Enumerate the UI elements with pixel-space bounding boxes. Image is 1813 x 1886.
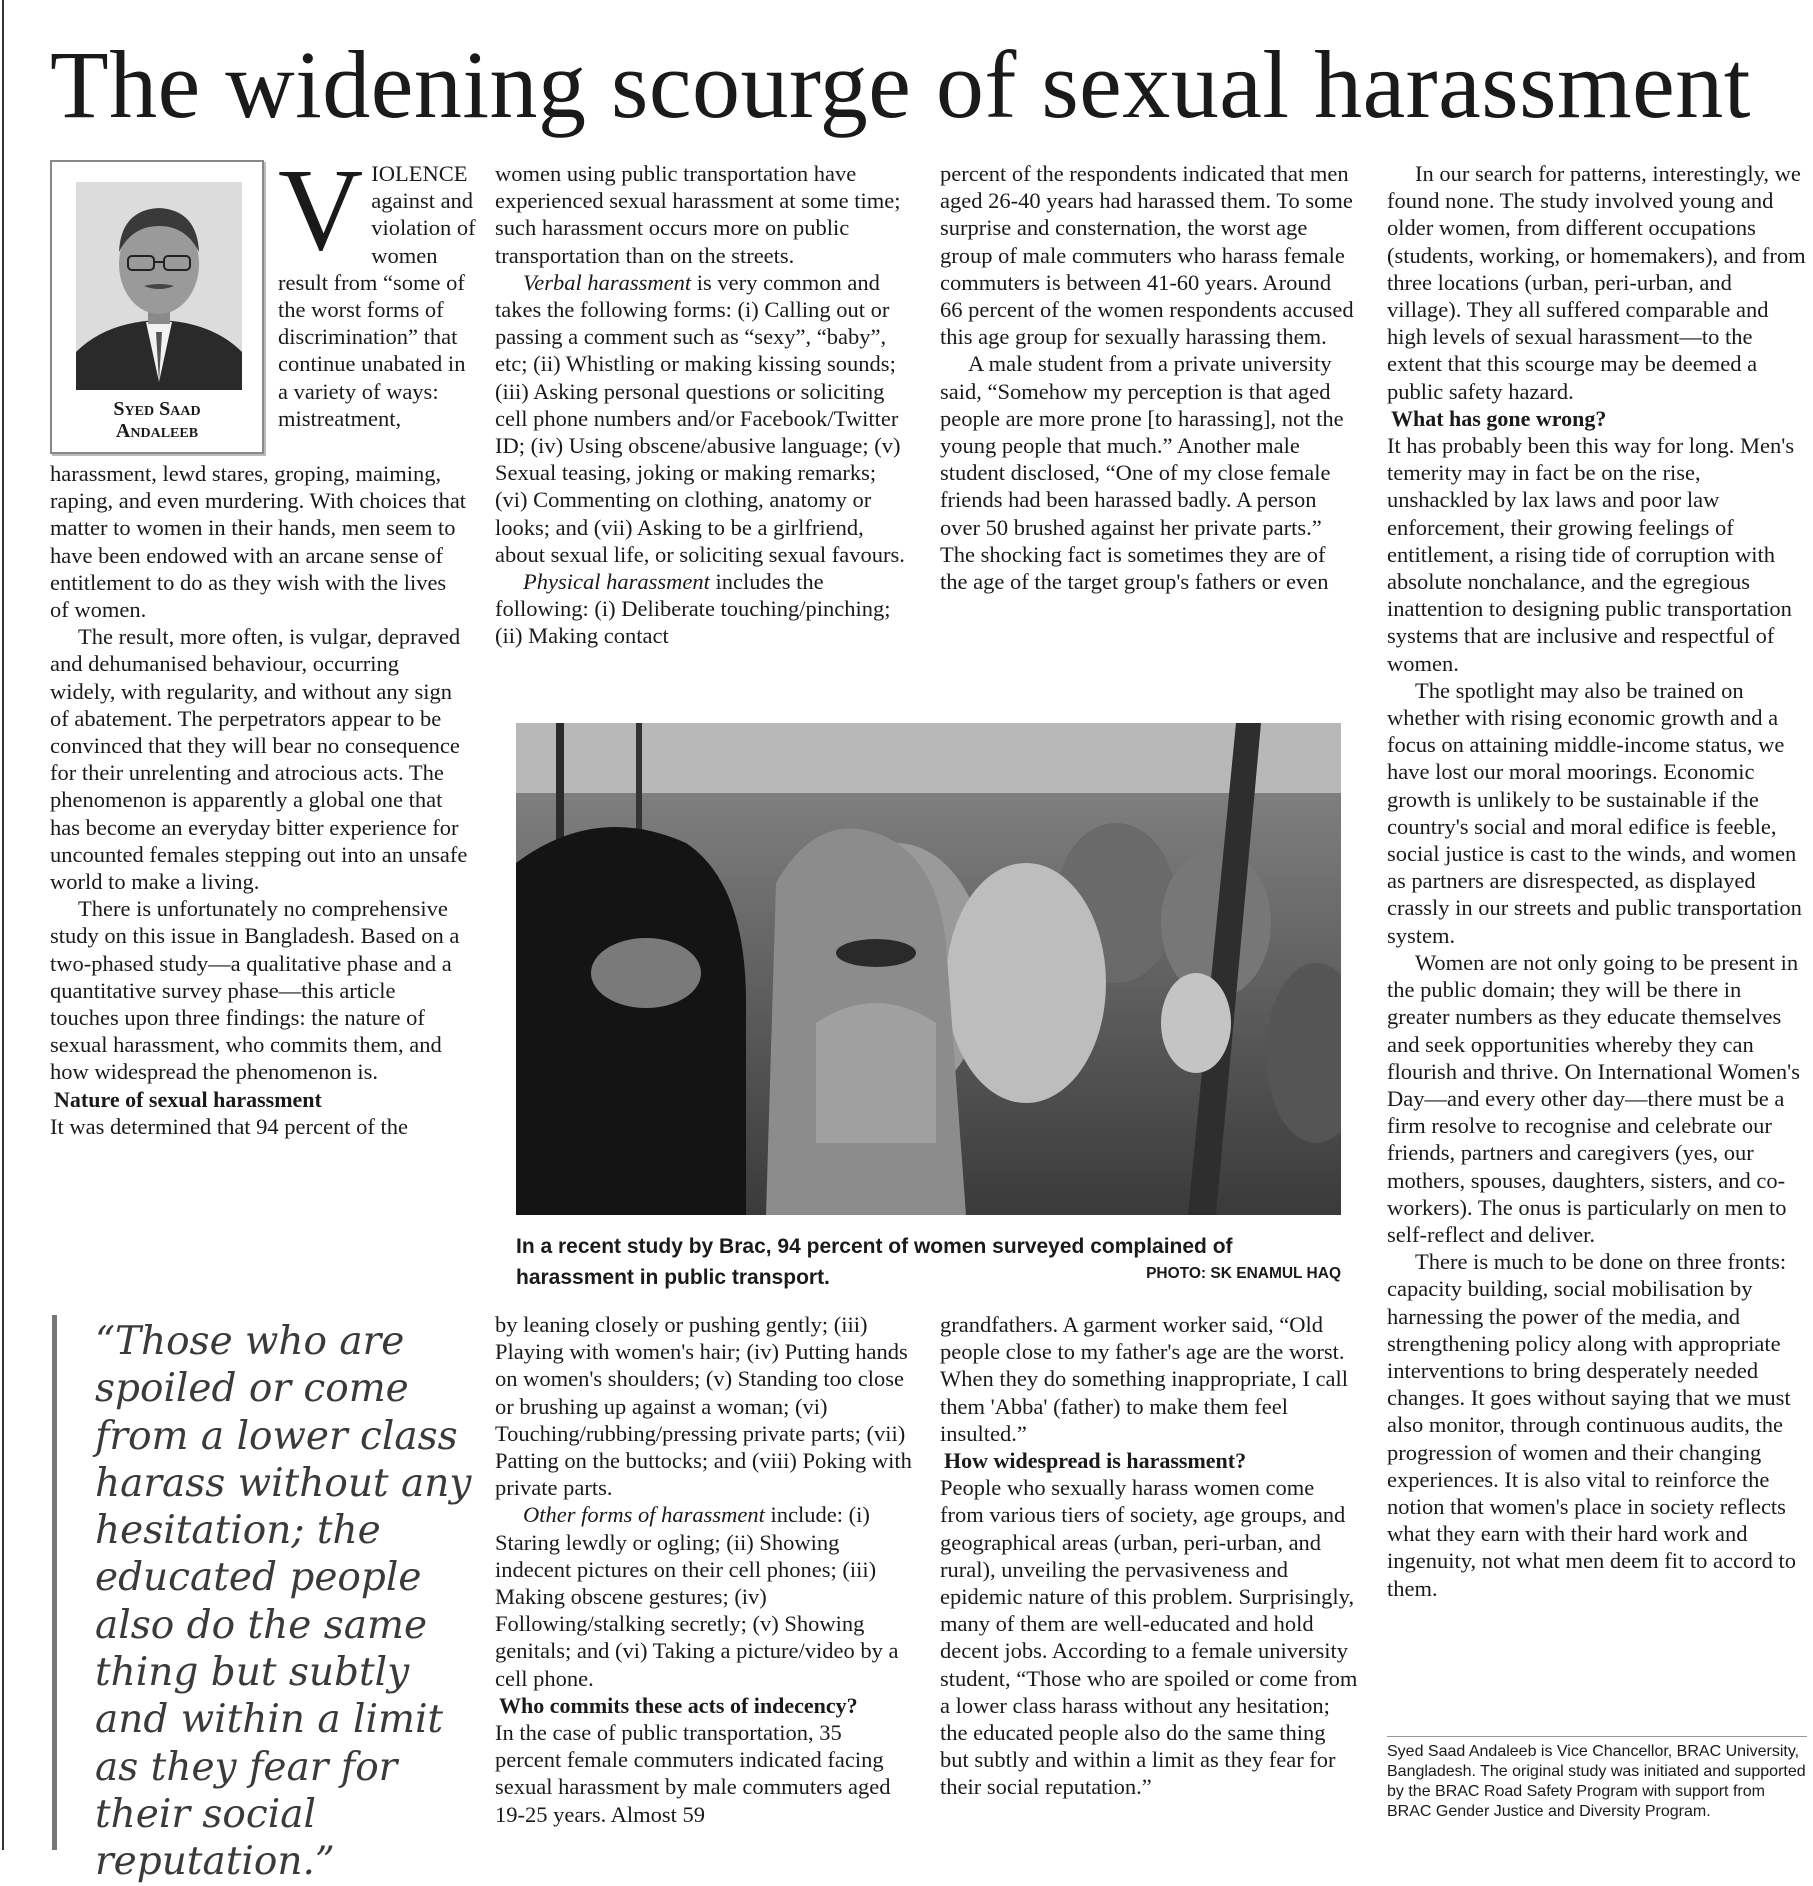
pull-quote: “Those who are spoiled or come from a lower class harass without any hesitation; the educated people also do the same thing but subtly and within a limit as they fear for their social reputation.” [95, 1319, 472, 1885]
paragraph: The spotlight may also be trained on whether with rising economic growth and a focus on attaining middle-income status, we have lost our moral moorings. Economic growth is unlikely to be sustainable if the country's social and moral edifice is feeble, social justice is cast to the winds, and women as partners are disrespected, as displayed crassly in our streets and public transportation system. [1387, 677, 1802, 948]
subheading: Who commits these acts of indecency? [499, 1692, 858, 1718]
paragraph: People who sexually harass women come from various tiers of society, age groups, and geographical areas (urban, peri-urban, and rural), unveiling the pervasiveness and epidemic nature of this problem. Surprisingly, many of them are well-educated and hold decent jobs. According to a female university student, “Those who are spoiled or come from a lower class harass without any hesitation; the educated people also do the same thing but subtly and within a limit as they fear for their social reputation.” [940, 1475, 1358, 1800]
column-3-top [940, 160, 1358, 700]
paragraph [495, 568, 913, 650]
column-2-bottom [495, 1311, 913, 1851]
page-left-rule [2, 0, 4, 1850]
paragraph-text: include: (i) Staring lewdly or ogling; (ii) Showing indecent pictures on their cell phones; (iii) Making obscene gestures; (iv) Following/stalking secretly; (v) Showing genitals; and (vi) Taking a picture/video by a cell phone. [495, 1502, 899, 1691]
author-name-line1: Syed Saad [113, 398, 201, 420]
news-photo [516, 723, 1341, 1215]
news-photo-image [516, 723, 1341, 1215]
subheading: Nature of sexual harassment [54, 1086, 322, 1112]
paragraph: harassment, lewd stares, groping, maiming, raping, and even murdering. With choices that matter to women in their hands, men seem to have been endowed with an arcane sense of entitlement to do as they wish with the lives of women. [50, 461, 467, 623]
paragraph [495, 269, 913, 568]
emphasis: Verbal harassment [523, 269, 692, 295]
author-bio: Syed Saad Andaleeb is Vice Chancellor, BRAC University, Bangladesh. The original study was initiated and supported by the BRAC Road Safety Program with support from BRAC Gender Justice and Diversity Program. [1387, 1743, 1806, 1820]
drop-cap: V [278, 160, 364, 275]
author-name [52, 398, 262, 442]
paragraph: percent of the respondents indicated that men aged 26-40 years had harassed them. To some surprise and consternation, the worst age group of male commuters who harass female commuters is between 41-60 years. Around 66 percent of the women respondents accused this age group for sexually harassing them. [940, 161, 1354, 350]
paragraph: There is much to be done on three fronts: capacity building, social mobilisation by harnessing the power of the media, and strengthening policy along with appropriate interventions to bring desperately needed changes. It goes without saying that we must also monitor, through continuous audits, the progression of women and their changing experiences. It is also vital to reinforce the notion that women's place in society reflects what they earn with their hard work and ingenuity, not what men deem fit to accord to them. [1387, 1249, 1797, 1601]
column-2-top [495, 160, 913, 700]
emphasis: Physical harassment [523, 569, 710, 595]
paragraph: It was determined that 94 percent of the [50, 1113, 408, 1139]
pull-quote-bar [52, 1315, 57, 1850]
paragraph: women using public transportation have experienced sexual harassment at some time; such harassment occurs more on public transportation than on the streets. [495, 161, 901, 268]
photo-caption: In a recent study by Brac, 94 percent of women surveyed complained of harassment in public transport. [516, 1235, 1233, 1289]
paragraph: It has probably been this way for long. Men's temerity may in fact be on the rise, unshackled by lax laws and poor law enforcement, their growing feelings of entitlement, a rising tide of corruption with absolute nonchalance, and the egregious inattention to designing public transportation systems that are inclusive and respectful of women. [1387, 433, 1795, 676]
bio-divider [1387, 1736, 1807, 1737]
photo-credit [1086, 1265, 1341, 1283]
photo-credit-label: PHOTO: [1146, 1265, 1211, 1282]
paragraph-text: includes the following: (i) Deliberate touching/pinching; (ii) Making contact [495, 569, 891, 649]
subheading: How widespread is harassment? [944, 1448, 1247, 1474]
headline: The widening scourge of sexual harassment [50, 31, 1751, 138]
column-4 [1387, 160, 1807, 1720]
column-3-bottom [940, 1311, 1358, 1851]
author-portrait-image [76, 182, 242, 390]
paragraph [495, 1501, 913, 1691]
intro-column [278, 160, 478, 432]
intro-text: IOLENCE against and violation of women result from “some of the worst forms of discrimination” that continue unabated in a variety of ways: mistreatment, [278, 161, 476, 431]
paragraph: In the case of public transportation, 35 percent female commuters indicated facing sexual harassment by male commuters aged 19-25 years. Almost 59 [495, 1720, 891, 1827]
author-name-line2: Andaleeb [115, 420, 199, 442]
paragraph: by leaning closely or pushing gently; (iii) Playing with women's hair; (iv) Putting hands on women's shoulders; (v) Standing too close or brushing up against a woman; (vi) Touching/rubbing/pressing private parts; (vii) Patting on the buttocks; and (viii) Poking with private parts. [495, 1312, 912, 1501]
emphasis: Other forms of harassment [523, 1502, 765, 1528]
byline-box [50, 160, 264, 454]
subheading: What has gone wrong? [1391, 405, 1607, 431]
paragraph: Women are not only going to be present in the public domain; they will be there in greater numbers as they educate themselves and seek opportunities whereby they can flourish and thrive. On International Women's Day—and every other day—there must be a firm resolve to recognise and celebrate our friends, partners and caregivers (yes, our mothers, spouses, daughters, sisters, and co-workers). The onus is particularly on men to self-reflect and deliver. [1387, 949, 1800, 1247]
paragraph: A male student from a private university said, “Somehow my perception is that aged people are more prone [to harassing], not the young people that much.” Another male student disclosed, “One of my close female friends had been harassed badly. A person over 50 brushed against her private parts.” The shocking fact is sometimes they are of the age of the target group's fathers or even [940, 351, 1344, 595]
author-portrait [76, 182, 242, 390]
paragraph: The result, more often, is vulgar, depraved and dehumanised behaviour, occurring widely, with regularity, and without any sign of abatement. The perpetrators appear to be convinced that they will bear no consequence for their unrelenting and atrocious acts. The phenomenon is apparently a global one that has become an everyday bitter experience for uncounted females stepping out into an unsafe world to make a living. [50, 624, 468, 895]
column-1 [50, 460, 468, 1140]
paragraph: There is unfortunately no comprehensive study on this issue in Bangladesh. Based on a two-phased study—a qualitative phase and a quantitative survey phase—this article touches upon three findings: the nature of sexual harassment, who commits them, and how widespread the phenomenon is. [50, 896, 460, 1085]
paragraph-text: is very common and takes the following forms: (i) Calling out or passing a comment such as “sexy”, “baby”, etc; (ii) Whistling or making kissing sounds; (iii) Asking personal questions or soliciting cell phone numbers and/or Facebook/Twitter ID; (iv) Using obscene/abusive language; (v) Sexual teasing, joking or making remarks; (vi) Commenting on clothing, anatomy or looks; and (vii) Asking to be a girlfriend, about sexual life, or soliciting sexual favours. [495, 269, 905, 567]
photo-credit-name: SK ENAMUL HAQ [1210, 1265, 1341, 1282]
paragraph: In our search for patterns, interestingly, we found none. The study involved young and older women, from different occupations (students, working, or homemakers), and from three locations (urban, peri-urban, and village). They all suffered comparable and high levels of sexual harassment—to the extent that this scourge may be deemed a public safety hazard. [1387, 161, 1806, 404]
paragraph: grandfathers. A garment worker said, “Old people close to my father's age are the worst. When they do something inappropriate, I call them 'Abba' (father) to make them feel insulted.” [940, 1312, 1348, 1446]
